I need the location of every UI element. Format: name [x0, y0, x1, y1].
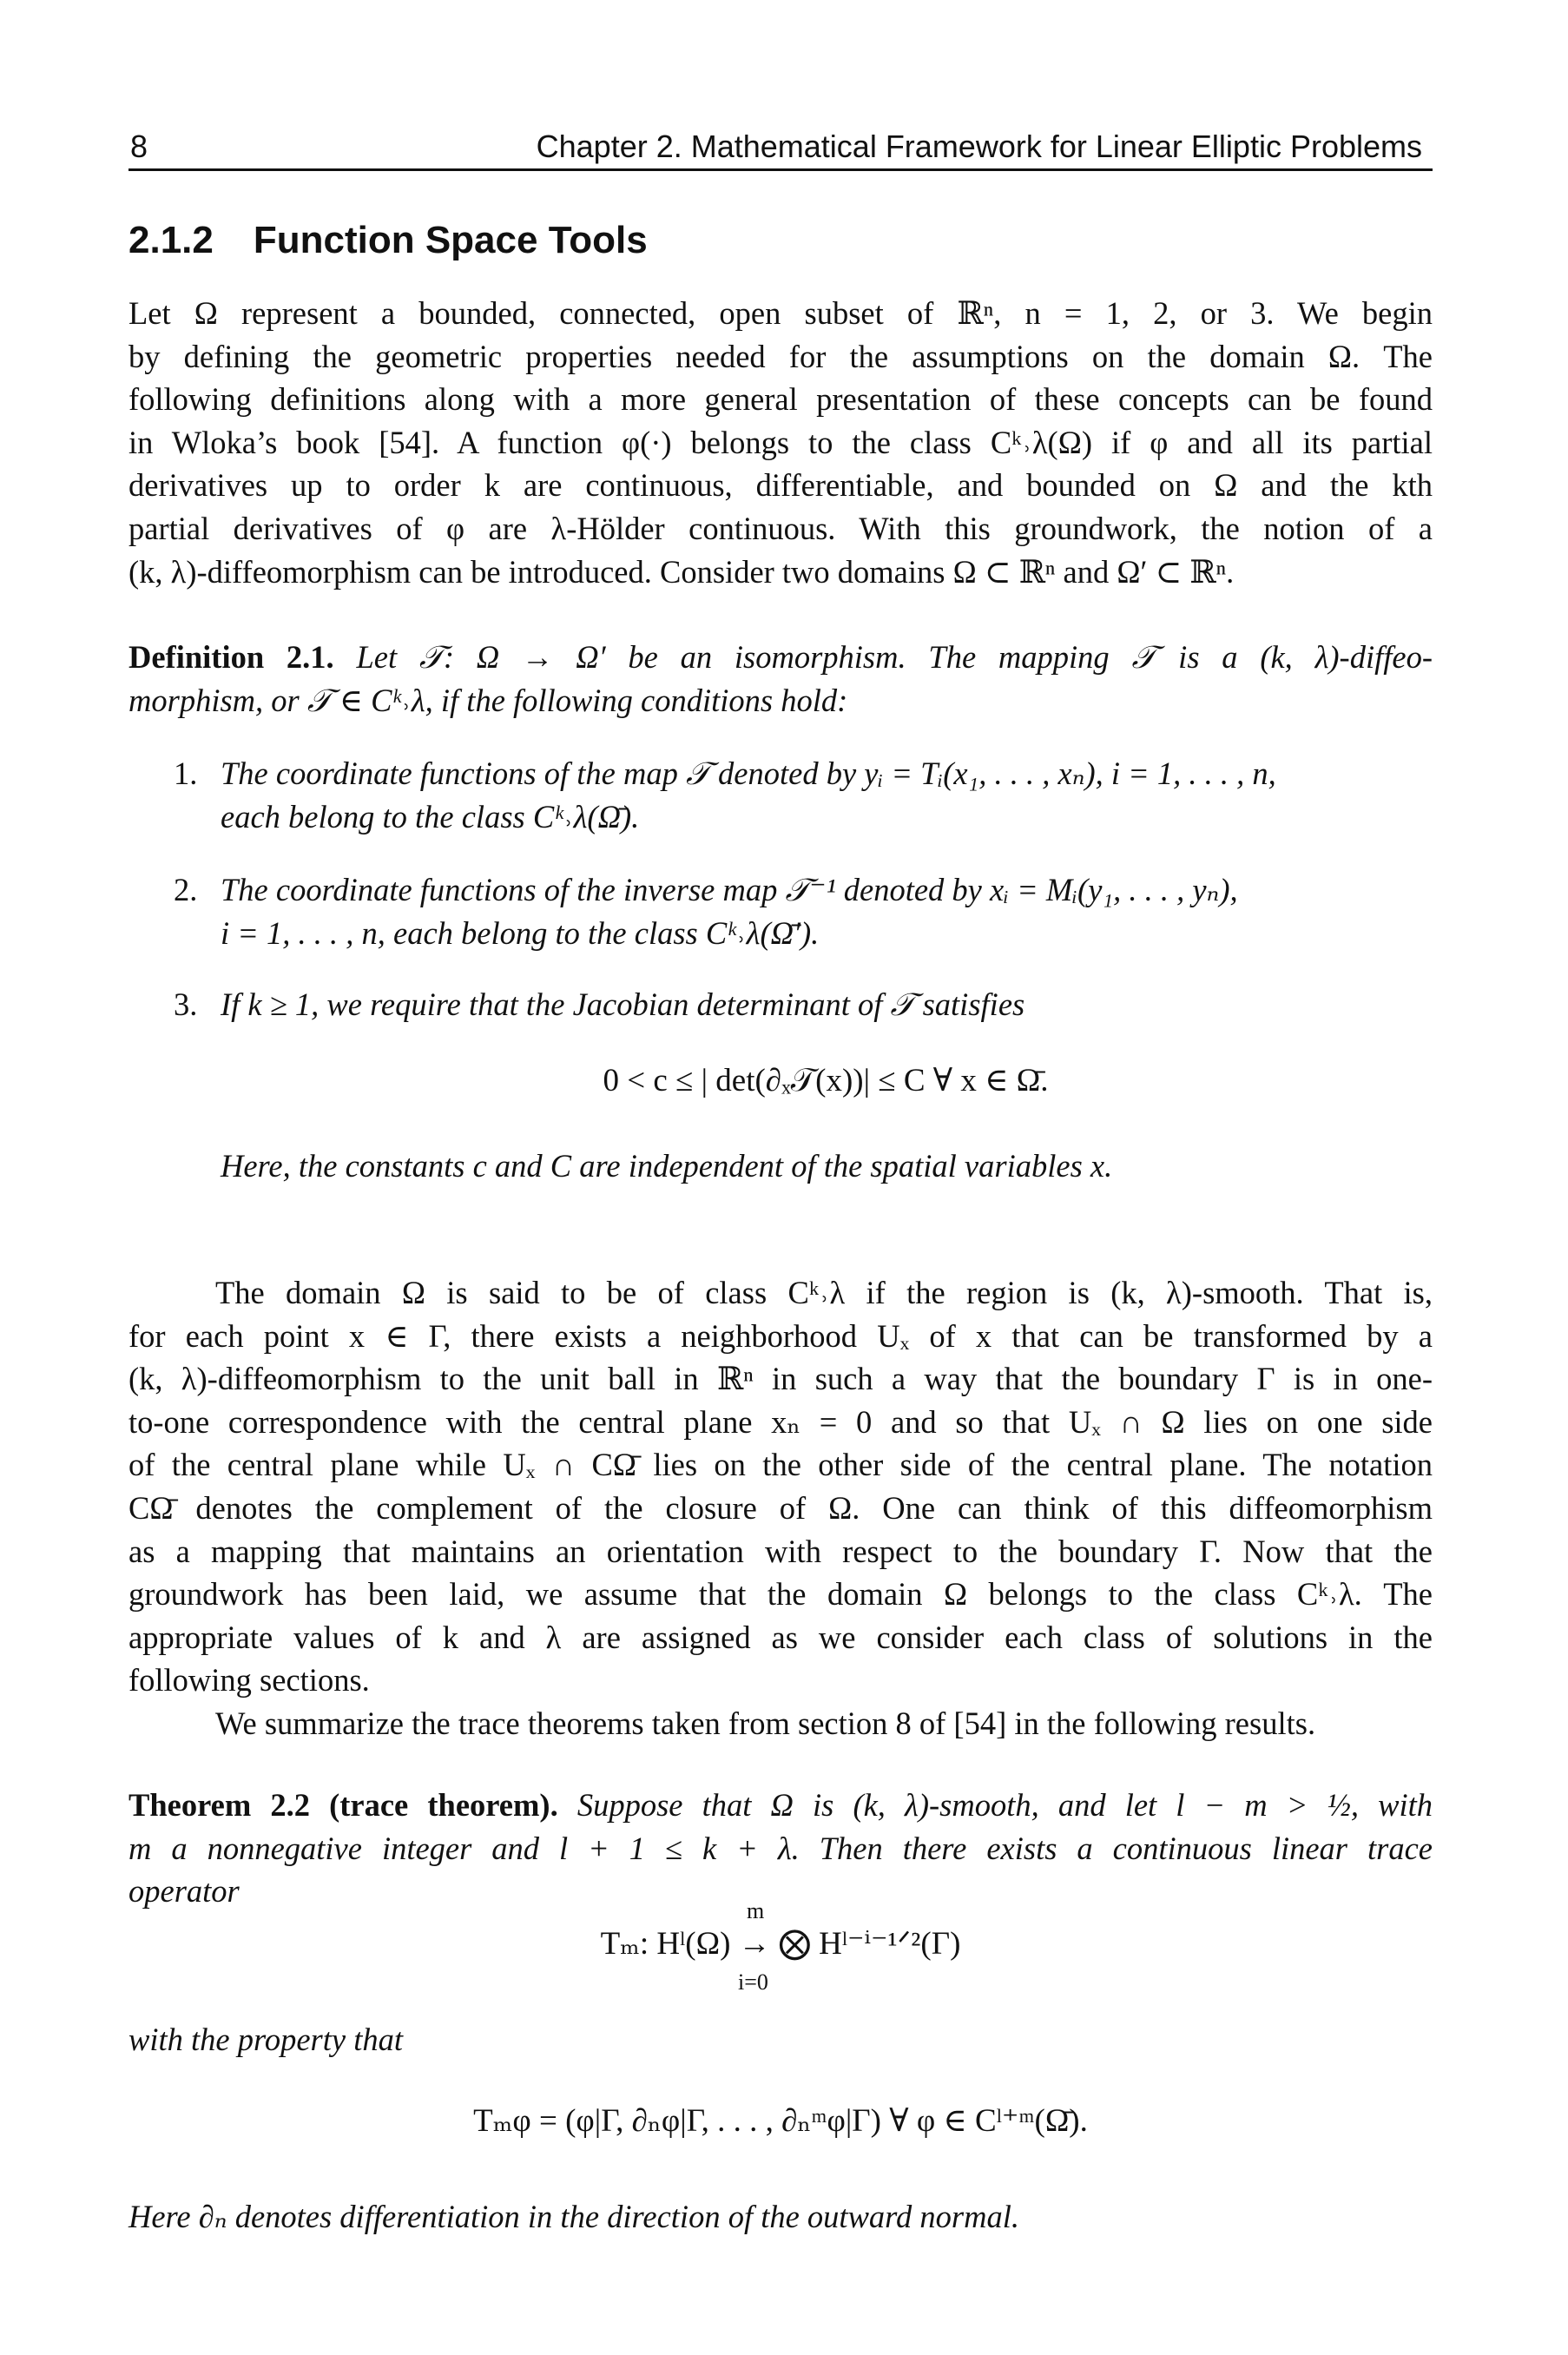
text-line: groundwork has been laid, we assume that the domain Ω belongs to the class Cᵏ˒λ. The	[128, 1576, 1433, 1613]
condition-line: i = 1, . . . , n, each belong to the class Cᵏ˒λ(Ω̄′).	[221, 914, 820, 951]
domain-paragraph	[128, 1271, 1433, 1702]
text-line: of the central plane while Uₓ ∩ CΩ̄ lies on the other side of the central plane. The notation	[128, 1447, 1433, 1483]
sum-lower-limit: i=0	[738, 1969, 768, 1995]
jacobian-equation: 0 < c ≤ | det(∂ₓ𝒯(x))| ≤ C ∀ x ∈ Ω̄.	[603, 1063, 1049, 1098]
definition-line: morphism, or 𝒯 ∈ Cᵏ˒λ, if the following conditions hold:	[128, 682, 848, 718]
text-line: We summarize the trace theorems taken from section 8 of [54] in the following results.	[215, 1705, 1316, 1741]
condition-line: The coordinate functions of the inverse map 𝒯⁻¹ denoted by xᵢ = Mᵢ(y₁, . . . , yₙ),	[221, 872, 1238, 907]
text-line: derivatives up to order k are continuous, differentiable, and bounded on Ω and the kth	[128, 467, 1433, 504]
condition-line: The coordinate functions of the map 𝒯 denoted by yᵢ = Tᵢ(x₁, . . . , xₙ), i = 1, . . . , n,	[221, 755, 1276, 791]
text-line: partial derivatives of φ are λ-Hölder continuous. With this groundwork, the notion of a	[128, 510, 1433, 546]
text-line: CΩ̄ denotes the complement of the closure of Ω. One can think of this diffeomorphism	[128, 1489, 1433, 1526]
definition-text: Let 𝒯: Ω → Ω′ be an isomorphism. The mapping 𝒯 is a (k, λ)-diffeo-	[356, 639, 1433, 675]
text-line: by defining the geometric properties needed for the assumptions on the domain Ω. The	[128, 338, 1433, 374]
text-line: following sections.	[128, 1662, 370, 1699]
theorem-line: m a nonnegative integer and l + 1 ≤ k + λ. Then there exists a continuous linear trace	[128, 1830, 1433, 1866]
text-line: (k, λ)-diffeomorphism to the unit ball in ℝⁿ in such a way that the boundary Γ is in one-	[128, 1361, 1433, 1397]
condition-number: 2.	[174, 872, 198, 907]
text-line: following definitions along with a more general presentation of these concepts can be found	[128, 381, 1433, 418]
definition-block	[128, 636, 1433, 722]
condition-line: If k ≥ 1, we require that the Jacobian determinant of 𝒯 satisfies	[221, 986, 1025, 1022]
text-line: Here ∂ₙ denotes differentiation in the direction of the outward normal.	[128, 2199, 1019, 2234]
running-header	[128, 129, 1433, 171]
theorem-block	[128, 1784, 1433, 1913]
theorem-text: Suppose that Ω is (k, λ)-smooth, and let l − m > ½, with	[576, 1787, 1433, 1823]
text-line: to-one correspondence with the central plane xₙ = 0 and so that Uₓ ∩ Ω lies on one side	[128, 1403, 1433, 1440]
text-line: appropriate values of k and λ are assigned as we consider each class of solutions in the	[128, 1619, 1433, 1655]
text-line: The domain Ω is said to be of class Cᵏ˒λ if the region is (k, λ)-smooth. That is,	[215, 1275, 1433, 1310]
text-line: as a mapping that maintains an orientation with respect to the boundary Γ. Now that the	[128, 1533, 1433, 1569]
condition-line: each belong to the class Cᵏ˒λ(Ω̄).	[221, 798, 640, 834]
condition-number: 3.	[174, 986, 198, 1022]
sum-upper-limit: m	[747, 1898, 765, 1923]
operator-equation: Tₘ: Hˡ(Ω) → ⨂ Hˡ⁻ⁱ⁻¹ᐟ²(Γ)	[600, 1926, 961, 1962]
definition-label: Definition 2.1.	[128, 639, 334, 675]
text-line: Let Ω represent a bounded, connected, open subset of ℝⁿ, n = 1, 2, or 3. We begin	[128, 295, 1433, 331]
condition-number: 1.	[174, 755, 198, 791]
text-line: for each point x ∈ Γ, there exists a neighborhood Uₓ of x that can be transformed by a	[128, 1317, 1433, 1354]
text-line: in Wloka’s book [54]. A function φ(·) belongs to the class Cᵏ˒λ(Ω) if φ and all its partial	[128, 424, 1433, 460]
property-lead	[128, 2018, 1433, 2061]
normal-note	[128, 2195, 1433, 2239]
theorem-label: Theorem 2.2 (trace theorem).	[128, 1787, 558, 1823]
text-line: (k, λ)-diffeomorphism can be introduced. Consider two domains Ω ⊂ ℝⁿ and Ω′ ⊂ ℝⁿ.	[128, 553, 1235, 590]
definition-line	[128, 636, 1433, 679]
intro-paragraph	[128, 292, 1433, 593]
constants-note: Here, the constants c and C are independent of the spatial variables x.	[221, 1148, 1113, 1184]
section-heading	[128, 219, 648, 262]
property-equation: Tₘφ = (φ|Γ, ∂ₙφ|Γ, . . . , ∂ₙᵐφ|Γ) ∀ φ ∈ Cˡ⁺ᵐ(Ω̄).	[473, 2103, 1088, 2139]
text-line: with the property that	[128, 2022, 403, 2057]
running-title: Chapter 2. Mathematical Framework for Linear Elliptic Problems	[536, 129, 1422, 164]
section-title: Function Space Tools	[253, 219, 648, 261]
trace-summary-paragraph	[128, 1702, 1433, 1745]
page-number: 8	[130, 129, 148, 164]
theorem-line	[128, 1784, 1433, 1827]
theorem-line: operator	[128, 1873, 240, 1910]
section-number: 2.1.2	[128, 219, 214, 261]
